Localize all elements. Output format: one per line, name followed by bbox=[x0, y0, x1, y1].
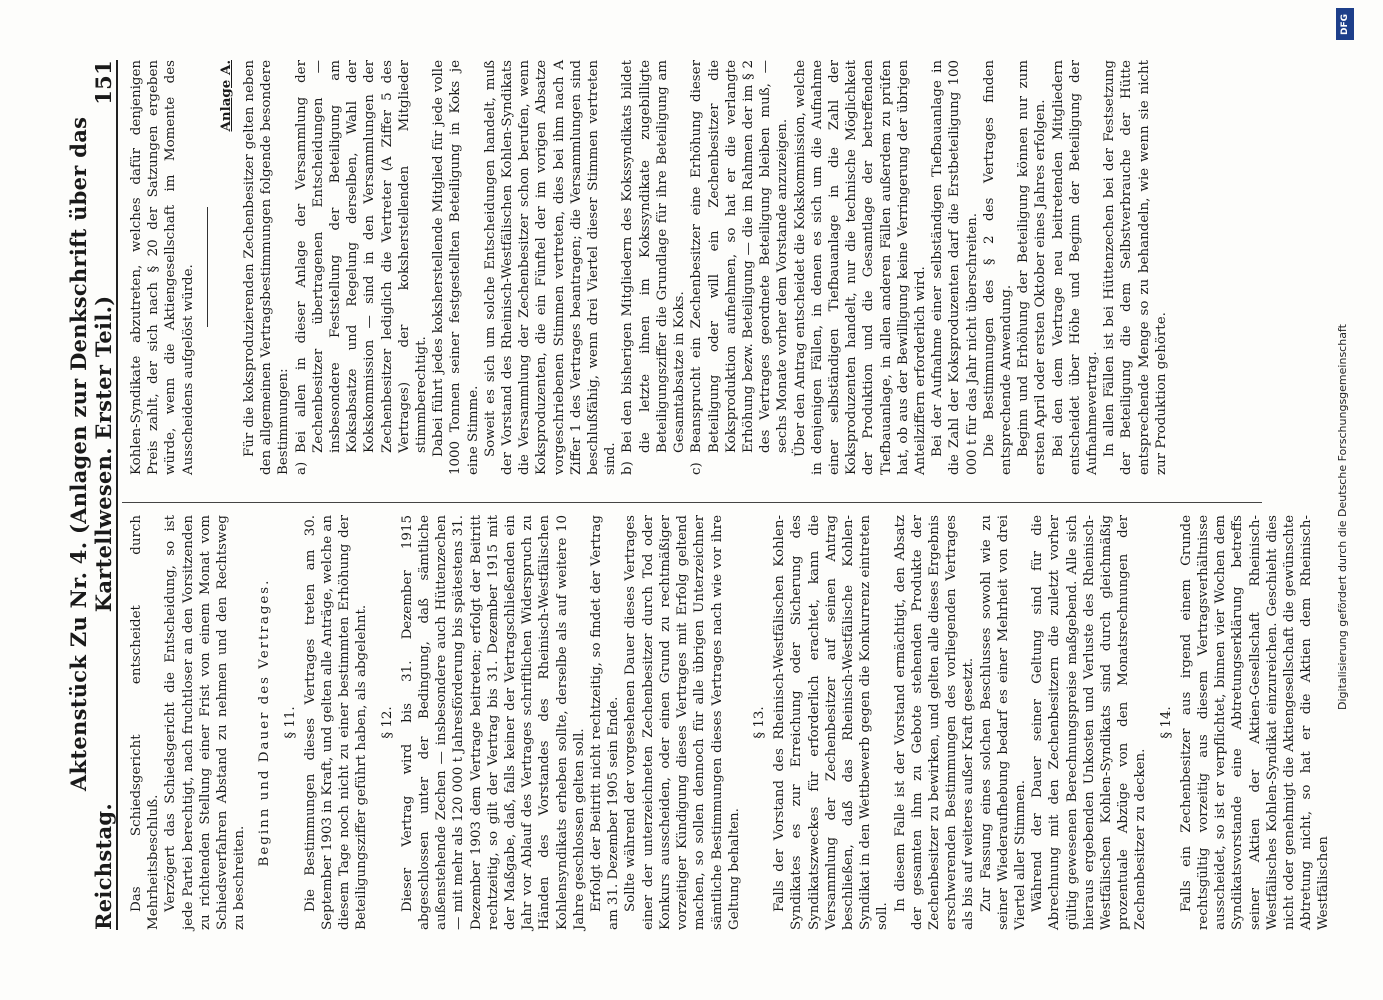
paragraph: Erfolgt der Beitritt nicht rechtzeitig, so findet der Vertrag am 31. Dezember 1905 sein Ende. bbox=[589, 515, 622, 930]
list-marker: a) bbox=[293, 461, 309, 475]
paragraph: Dabei führt jedes koksherstellende Mitglied für jede volle 1000 Tonnen seiner festgestellten Beteiligung in Koks je eine Stimme. bbox=[431, 60, 481, 475]
paragraph: Während der Dauer seiner Geltung sind für die Abrechnung mit den Zechenbesitzern die zuletzt vorher gültig gewesenen Berechnungspreise maßgebend. Alle sich hieraus ergebenden Unkosten und Verluste des Rheinisch-Westfälischen Kohlen-Syndikats sind durch gleichmäßig prozentuale Abzüge von den Monatsrechnungen der Zechenbesitzer zu decken. bbox=[1030, 515, 1149, 930]
paragraph: Die Bestimmungen des § 2 des Vertrages finden entsprechende Anwendung. bbox=[981, 60, 1014, 475]
paragraph: Bei den dem Vertrage neu beitretenden Mitgliedern entscheidet über Höhe und Beginn der Beteiligung der Aufnahmevertrag. bbox=[1050, 60, 1100, 475]
paragraph: Die Bestimmungen dieses Vertrages treten am 30. September 1903 in Kraft, und gelten alle Anträge, welche an diesem Tage noch nicht zu einer bestimmten Erhöhung der Beteiligungsziffer geführt haben, als abgelehnt. bbox=[302, 515, 370, 930]
section-number: § 14. bbox=[1158, 706, 1174, 739]
paragraph: Dieser Vertrag wird bis 31. Dezember 1915 abgeschlossen unter der Bedingung, daß sämtliche außenstehende Zechen — insbesondere auch Hüttenzechen — mit mehr als 120 000 t Jahresförderung bis spätestens 31. Dezember 1903 dem Vertrage beitreten; erfolgt der Beitritt rechtzeitig, so gilt der Vertrag bis 31. Dezember 1915 mit der Maßgabe, daß, falls keiner der Vertragschließenden ein Jahr vor Ablauf des Vertrages schriftlichen Widerspruch zu Händen des Vorstandes des Rheinisch-Westfälischen Kohlensyndikats erheben sollte, derselbe als auf weitere 10 Jahre geschlossen gelten soll. bbox=[399, 515, 587, 930]
page-number: 151 bbox=[91, 60, 116, 105]
dfg-logo: DFG bbox=[1336, 8, 1354, 40]
column-divider bbox=[122, 502, 1262, 503]
section-heading: Beginn und Dauer des Vertrages. bbox=[257, 578, 273, 867]
header-title: Aktenstück Zu Nr. 4. (Anlagen zur Denkschrift über das Kartellwesen. Erster Teil.) bbox=[66, 116, 116, 792]
separator-line bbox=[207, 208, 208, 328]
list-item-text: Beansprucht ein Zechenbesitzer eine Erhöhung dieser Beteiligung oder will ein Zechenbesitzer die Koksproduktion aufnehmen, so hat er die verlangte Erhöhung bezw. Beteiligung — die im Rahmen der im § 2 des Vertrages geordnete Beteiligung bleiben muß, — sechs Monate vorher dem Vorstande anzuzeigen. bbox=[689, 60, 791, 453]
paragraph: Verzögert das Schiedsgericht die Entscheidung, so ist jede Partei berechtigt, nach fruchtloser an den Vorsitzenden zu richtenden Stellung einer Frist von einem Monat vom Schiedsverfahren Abstand zu nehmen und den Rechtsweg zu beschreiten. bbox=[163, 515, 248, 930]
paragraph: Sollte während der vorgesehenen Dauer dieses Vertrages einer der unterzeichneten Zechenbesitzer durch Tod oder Konkurs ausscheiden, oder einen Grund zu rechtmäßiger vorzeitiger Kündigung dieses Vertrages mit Erfolg geltend machen, so sollen dennoch für alle übrigen Unterzeichner sämtliche Bestimmungen dieses Vertrages nach wie vor ihre Geltung behalten. bbox=[623, 515, 742, 930]
annex-heading: Anlage A. bbox=[217, 60, 234, 132]
paragraph: Beginn und Erhöhung der Beteiligung können nur zum ersten April oder ersten Oktober eines Jahres erfolgen. bbox=[1016, 60, 1049, 475]
paragraph: In diesem Falle ist der Vorstand ermächtigt, den Absatz der gesamten ihm zu Gebote stehenden Produkte der Zechenbesitzer zu bewirken, und gelten alle dieses Ergebnis erschwerenden Bestimmungen des vorliegenden Vertrages als bis auf weiteres außer Kraft gesetzt. bbox=[892, 515, 977, 930]
list-marker: b) bbox=[620, 461, 636, 475]
section-number: § 11. bbox=[282, 706, 298, 739]
right-column bbox=[128, 60, 1170, 475]
paragraph: Über den Antrag entscheidet die Kokskommission, welche in denjenigen Fällen, in denen es sich um die Aufnahme einer selbständigen Tiefbauanlage in die Zahl der Koksproduzenten handelt, nur die technische Möglichkeit der Produktion und die Gesamtlage der betreffenden Tiefbauanlage, in allen anderen Fällen außerdem zu prüfen hat, ob aus der Bewilligung keine Verringerung der übrigen Anteilziffern erforderlich wird. bbox=[792, 60, 928, 475]
list-item bbox=[619, 60, 688, 475]
left-column bbox=[128, 515, 1333, 930]
paragraph: Falls ein Zechenbesitzer aus irgend einem Grunde rechtsgültig vorzeitig aus diesem Vertragsverhältnisse ausscheidet, so ist er verpflichtet, binnen vier Wochen dem Syndikatsvorstande eine Abtretungserklärung betreffs seiner Aktien der Aktien-Gesellschaft Rheinisch-Westfälisches Kohlen-Syndikat einzureichen. Geschieht dies nicht oder genehmigt die Aktiengesellschaft die gewünschte Abtretung nicht, so hat er die Aktien dem Rheinisch-Westfälischen bbox=[1178, 515, 1332, 930]
paragraph: Falls der Vorstand des Rheinisch-Westfälischen Kohlen-Syndikates es zur Erreichung oder Sicherung des Syndikatszweckes für erforderlich erachtet, kann die Versammlung der Zechenbesitzer auf seinen Antrag beschließen, daß das Rheinisch-Westfälische Kohlen-Syndikat in den Wettbewerb gegen die Konkurrenz eintreten soll. bbox=[772, 515, 891, 930]
paragraph: Bei der Aufnahme einer selbständigen Tiefbauanlage in die Zahl der Koksproduzenten darf die Erstbeteiligung 100 000 t für das Jahr nicht überschreiten. bbox=[930, 60, 980, 475]
list-item-text: Bei den bisherigen Mitgliedern des Kokssyndikats bildet die letzte ihnen im Kokssyndikate zugebilligte Beteiligungsziffer die Grundlage für ihre Beteiligung am Gesamtabsatze in Koks. bbox=[620, 60, 688, 453]
list-item bbox=[293, 60, 431, 475]
list-item-text: Bei allen in dieser Anlage der Versammlung der Zechenbesitzer übertragenen Entscheidungen — insbesondere Feststellung der Beteiligung am Koksabsatze und Regelung derselben, Wahl der Kokskommission — sind in den Versammlungen der Zechenbesitzer lediglich die Vertreter (A Ziffer 5 des Vertrages) der koksherstellenden Mitglieder stimmberechtigt. bbox=[293, 60, 430, 453]
header-left: Reichstag. bbox=[91, 803, 116, 930]
page-header bbox=[66, 60, 118, 930]
paragraph: In allen Fällen ist bei Hüttenzechen bei der Festsetzung der Beteiligung die dem Selbstverbrauche der Hütte entsprechende Menge so zu behandeln, wie wenn sie nicht zur Produktion gehörte. bbox=[1102, 60, 1169, 475]
digitization-note: Digitalisierung gefördert durch die Deutsche Forschungsgemeinschaft bbox=[1336, 324, 1349, 710]
paragraph: Soweit es sich um solche Entscheidungen handelt, muß der Vorstand des Rheinisch-Westfälischen Kohlen-Syndikats die Versammlung der Zechenbesitzer schon berufen, wenn Koksproduzenten, die ein Fünftel der im vorigen Absatze vorgeschriebenen Stimmen vertreten, dies bei ihm nach A Ziffer 1 des Vertrages beantragen; die Versammlungen sind beschlußfähig, wenn drei Viertel dieser Stimmen vertreten sind. bbox=[482, 60, 619, 475]
paragraph: Für die koksproduzierenden Zechenbesitzer gelten neben den allgemeinen Vertragsbestimmungen folgende besondere Bestimmungen: bbox=[242, 60, 292, 475]
section-number: § 13. bbox=[751, 706, 767, 739]
list-marker: c) bbox=[689, 462, 705, 475]
list-item bbox=[688, 60, 791, 475]
paragraph: Kohlen-Syndikate abzutreten, welches dafür denjenigen Preis zahlt, der sich nach § 20 der Satzungen ergeben würde, wenn die Aktiengesellschaft im Momente des Ausscheidens aufgelöst würde. bbox=[129, 60, 196, 475]
section-number: § 12. bbox=[379, 706, 395, 739]
paragraph: Zur Fassung eines solchen Beschlusses sowohl wie zu seiner Wiederaufhebung bedarf es einer Mehrheit von drei Viertel aller Stimmen. bbox=[978, 515, 1028, 930]
paragraph: Das Schiedsgericht entscheidet durch Mehrheitsbeschluß. bbox=[129, 515, 162, 930]
